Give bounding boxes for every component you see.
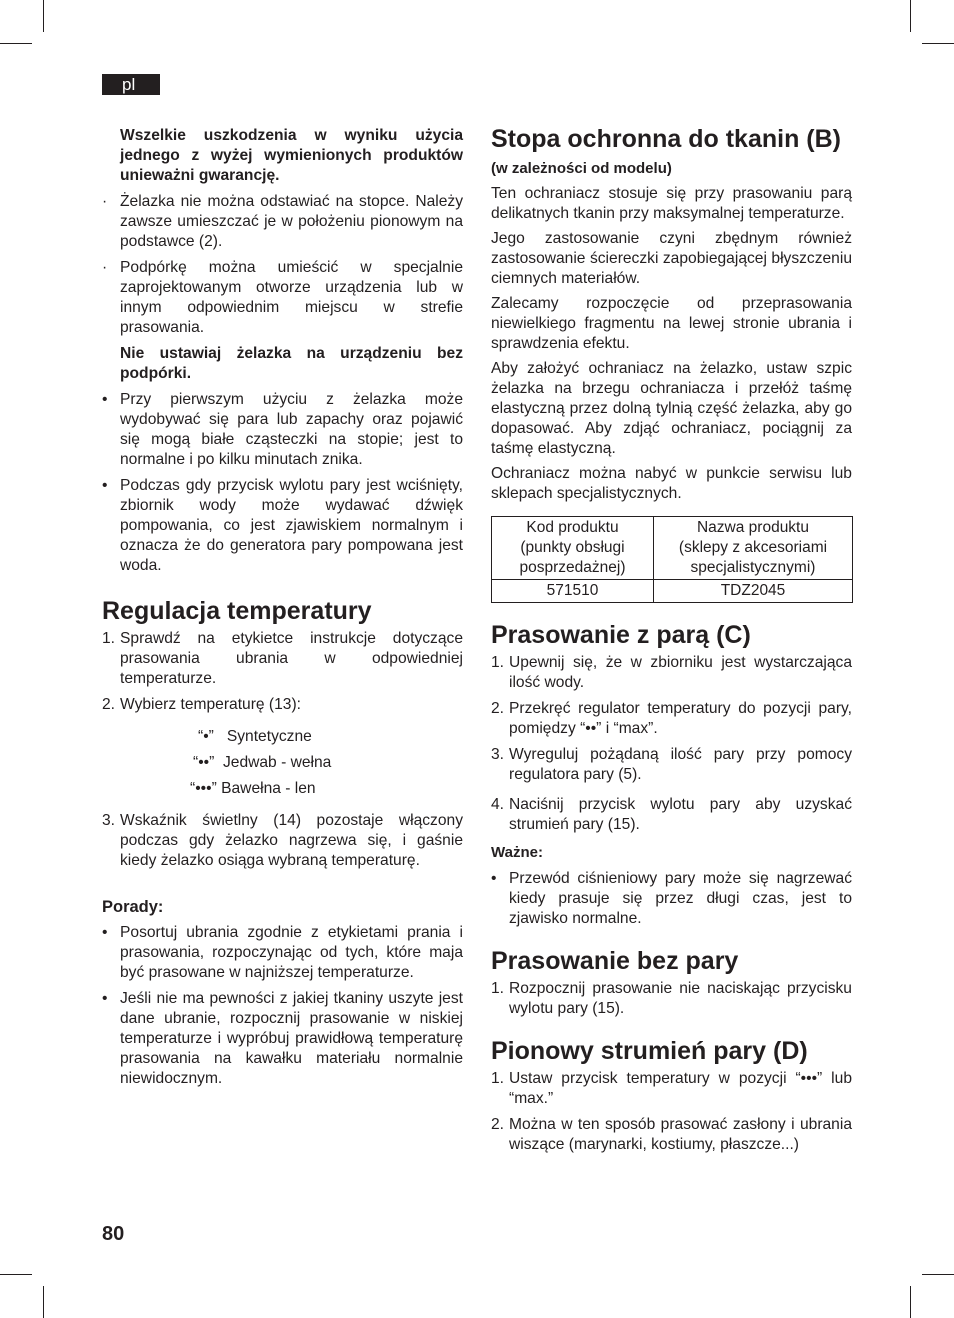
numbered-step bbox=[491, 979, 852, 1019]
bullet-dot: • bbox=[491, 870, 497, 887]
temperature-label: Jedwab - wełna bbox=[222, 754, 332, 771]
right-column bbox=[491, 124, 852, 1155]
product-table bbox=[491, 516, 853, 603]
numbered-step bbox=[491, 653, 852, 693]
list-item-text: Jeśli nie ma pewności z jakiej tkaniny uszyte jest dane ubranie, rozpocznij prasowanie w niskiej temperaturze i wypróbuj prawidłową temperaturę prasowania na kawałku materiału normalnie niewidocznym. bbox=[120, 990, 463, 1087]
list-item bbox=[102, 476, 463, 576]
step-text: Przekręć regulator temperatury do pozycji pary, pomiędzy “••” i “max”. bbox=[509, 700, 852, 737]
step-number: 1. bbox=[491, 654, 505, 671]
temperature-symbol: “•” bbox=[198, 728, 214, 745]
bullet-dot: • bbox=[102, 391, 108, 408]
header-line: posprzedażnej) bbox=[519, 559, 626, 576]
numbered-step bbox=[102, 629, 463, 689]
temperature-symbol: “••” bbox=[193, 754, 215, 771]
page-number: 80 bbox=[102, 1223, 125, 1245]
bullet-dot: · bbox=[102, 193, 108, 210]
product-code: 571510 bbox=[492, 580, 654, 603]
step-text: Rozpocznij prasowanie nie naciskając przycisku wylotu pary (15). bbox=[509, 980, 852, 1017]
bullet-dot: • bbox=[102, 477, 108, 494]
header-line: Kod produktu bbox=[526, 519, 619, 536]
temperature-label: Syntetyczne bbox=[226, 728, 312, 745]
numbered-step bbox=[102, 695, 463, 715]
step-number: 2. bbox=[491, 1116, 505, 1133]
temperature-setting bbox=[102, 779, 463, 799]
bullet-dot: • bbox=[102, 924, 108, 941]
table-header-row bbox=[492, 517, 853, 580]
list-item-text: Podczas gdy przycisk wylotu pary jest wciśnięty, zbiornik wody może wydawać dźwięk pompowania, co jest zjawiskiem normalnym i oznacza że do generatora pary pompowana jest woda. bbox=[120, 477, 463, 574]
important-label: Ważne: bbox=[491, 844, 543, 861]
left-column bbox=[102, 126, 463, 1089]
tips-heading: Porady: bbox=[102, 898, 164, 916]
bullet-dot: • bbox=[102, 990, 108, 1007]
step-text: Wskaźnik świetlny (14) pozostaje włączony podczas gdy żelazko nagrzewa się, i gaśnie kiedy żelazko osiąga wybraną temperaturę. bbox=[120, 812, 463, 869]
section-heading-vertical-steam: Pionowy strumień pary (D) bbox=[491, 1037, 808, 1065]
temperature-setting bbox=[102, 753, 463, 773]
step-text: Naciśnij przycisk wylotu pary aby uzyskać strumień pary (15). bbox=[509, 796, 852, 833]
list-item bbox=[102, 192, 463, 252]
crop-mark bbox=[922, 1274, 954, 1275]
crop-mark bbox=[910, 1286, 911, 1318]
step-number: 1. bbox=[491, 980, 505, 997]
crop-mark bbox=[43, 0, 44, 32]
step-number: 1. bbox=[102, 630, 116, 647]
paragraph: Ochraniacz można nabyć w punkcie serwisu lub sklepach specjalistycznych. bbox=[491, 465, 852, 502]
step-text: Ustaw przycisk temperatury w pozycji “•••” lub “max.” bbox=[509, 1070, 852, 1107]
crop-mark bbox=[0, 43, 32, 44]
list-item-text: Podpórkę można umieścić w specjalnie zaprojektowanym otworze urządzenia lub w innym odpowiednim miejscu w strefie prasowania. bbox=[120, 259, 463, 336]
crop-mark bbox=[910, 0, 911, 32]
step-number: 1. bbox=[491, 1070, 505, 1087]
list-item-text: Posortuj ubrania zgodnie z etykietami prania i prasowania, rozpoczynając od tych, które maja być prasowane w najniższej temperaturze. bbox=[120, 924, 463, 981]
temperature-settings bbox=[102, 727, 463, 799]
step-text: Wybierz temperaturę (13): bbox=[120, 696, 301, 713]
product-name: TDZ2045 bbox=[654, 580, 853, 603]
list-item bbox=[491, 869, 852, 929]
paragraph: Aby założyć ochraniacz na żelazko, ustaw szpic żelazka na brzegu ochraniacza i przełóż taśmę elastyczną przez dolną tylnią część żelazka, aby go dopasować. Aby zdjąć ochraniacz, pociągnij za taśmę elastyczną. bbox=[491, 360, 852, 457]
header-line: (sklepy z akcesoriami bbox=[678, 539, 828, 556]
list-item bbox=[102, 923, 463, 983]
crop-mark bbox=[0, 1274, 32, 1275]
temperature-setting bbox=[102, 727, 463, 747]
table-header-code bbox=[492, 517, 654, 580]
step-number: 4. bbox=[491, 796, 505, 813]
model-note: (w zależności od modelu) bbox=[491, 160, 672, 177]
list-item-text: Żelazka nie można odstawiać na stopce. Należy zawsze umieszczać je w położeniu pionowym na podstawce (2). bbox=[120, 193, 463, 250]
list-item bbox=[102, 258, 463, 338]
table-row bbox=[492, 580, 853, 603]
numbered-step bbox=[491, 1069, 852, 1109]
header-line: (punkty obsługi bbox=[520, 539, 625, 556]
step-number: 2. bbox=[102, 696, 116, 713]
section-heading-temperature: Regulacja temperatury bbox=[102, 597, 372, 625]
numbered-step bbox=[491, 795, 852, 835]
list-item bbox=[102, 989, 463, 1089]
section-heading-dry-ironing: Prasowanie bez pary bbox=[491, 947, 739, 975]
paragraph: Zalecamy rozpoczęcie od przeprasowania niewielkiego fragmentu na lewej stronie ubrania i sprawdzenia efektu. bbox=[491, 295, 852, 352]
paragraph: Jego zastosowanie czyni zbędnym również zastosowanie ściereczki zapobiegającej błyszczeniu ciemnych materiałów. bbox=[491, 230, 852, 287]
list-item-text: Przy pierwszym użyciu z żelazka może wydobywać się para lub zapachy oraz pojawić się mogą białe cząsteczki na stopie; jest to normalne i po kilku minutach znika. bbox=[120, 391, 463, 468]
numbered-step bbox=[102, 811, 463, 871]
language-tab: pl bbox=[102, 74, 160, 95]
header-line: Nazwa produktu bbox=[696, 519, 809, 536]
paragraph: Ten ochraniacz stosuje się przy prasowaniu parą delikatnych tkanin przy maksymalnej temperaturze. bbox=[491, 185, 852, 222]
step-text: Wyreguluj pożądaną ilość pary przy pomocy regulatora pary (5). bbox=[509, 746, 852, 783]
step-number: 3. bbox=[491, 746, 505, 763]
numbered-step bbox=[491, 699, 852, 739]
numbered-step bbox=[491, 745, 852, 785]
stand-warning: Nie ustawiaj żelazka na urządzeniu bez podpórki. bbox=[120, 345, 463, 382]
bullet-dot: · bbox=[102, 259, 108, 276]
step-text: Upewnij się, że w zbiorniku jest wystarczająca ilość wody. bbox=[509, 654, 852, 691]
temperature-symbol: “•••” bbox=[190, 780, 217, 797]
section-heading-sole-protector: Stopa ochronna do tkanin (B) bbox=[491, 125, 841, 153]
crop-mark bbox=[43, 1286, 44, 1318]
step-text: Można w ten sposób prasować zasłony i ubrania wiszące (marynarki, kostiumy, płaszcze...) bbox=[509, 1116, 852, 1153]
numbered-step bbox=[491, 1115, 852, 1155]
crop-mark bbox=[922, 43, 954, 44]
warranty-note: Wszelkie uszkodzenia w wyniku użycia jednego z wyżej wymienionych produktów unieważni gwarancję. bbox=[120, 127, 463, 184]
temperature-label: Bawełna - len bbox=[221, 780, 316, 797]
step-number: 2. bbox=[491, 700, 505, 717]
list-item-text: Przewód ciśnieniowy pary może się nagrzewać kiedy prasuje się przez długi czas, jest to zjawisko normalne. bbox=[509, 870, 852, 927]
section-heading-steam-ironing: Prasowanie z parą (C) bbox=[491, 621, 751, 649]
step-number: 3. bbox=[102, 812, 116, 829]
header-line: specjalistycznymi) bbox=[690, 559, 816, 576]
table-header-name bbox=[654, 517, 853, 580]
step-text: Sprawdź na etykietce instrukcje dotyczące prasowania ubrania w odpowiedniej temperaturze. bbox=[120, 630, 463, 687]
list-item bbox=[102, 390, 463, 470]
